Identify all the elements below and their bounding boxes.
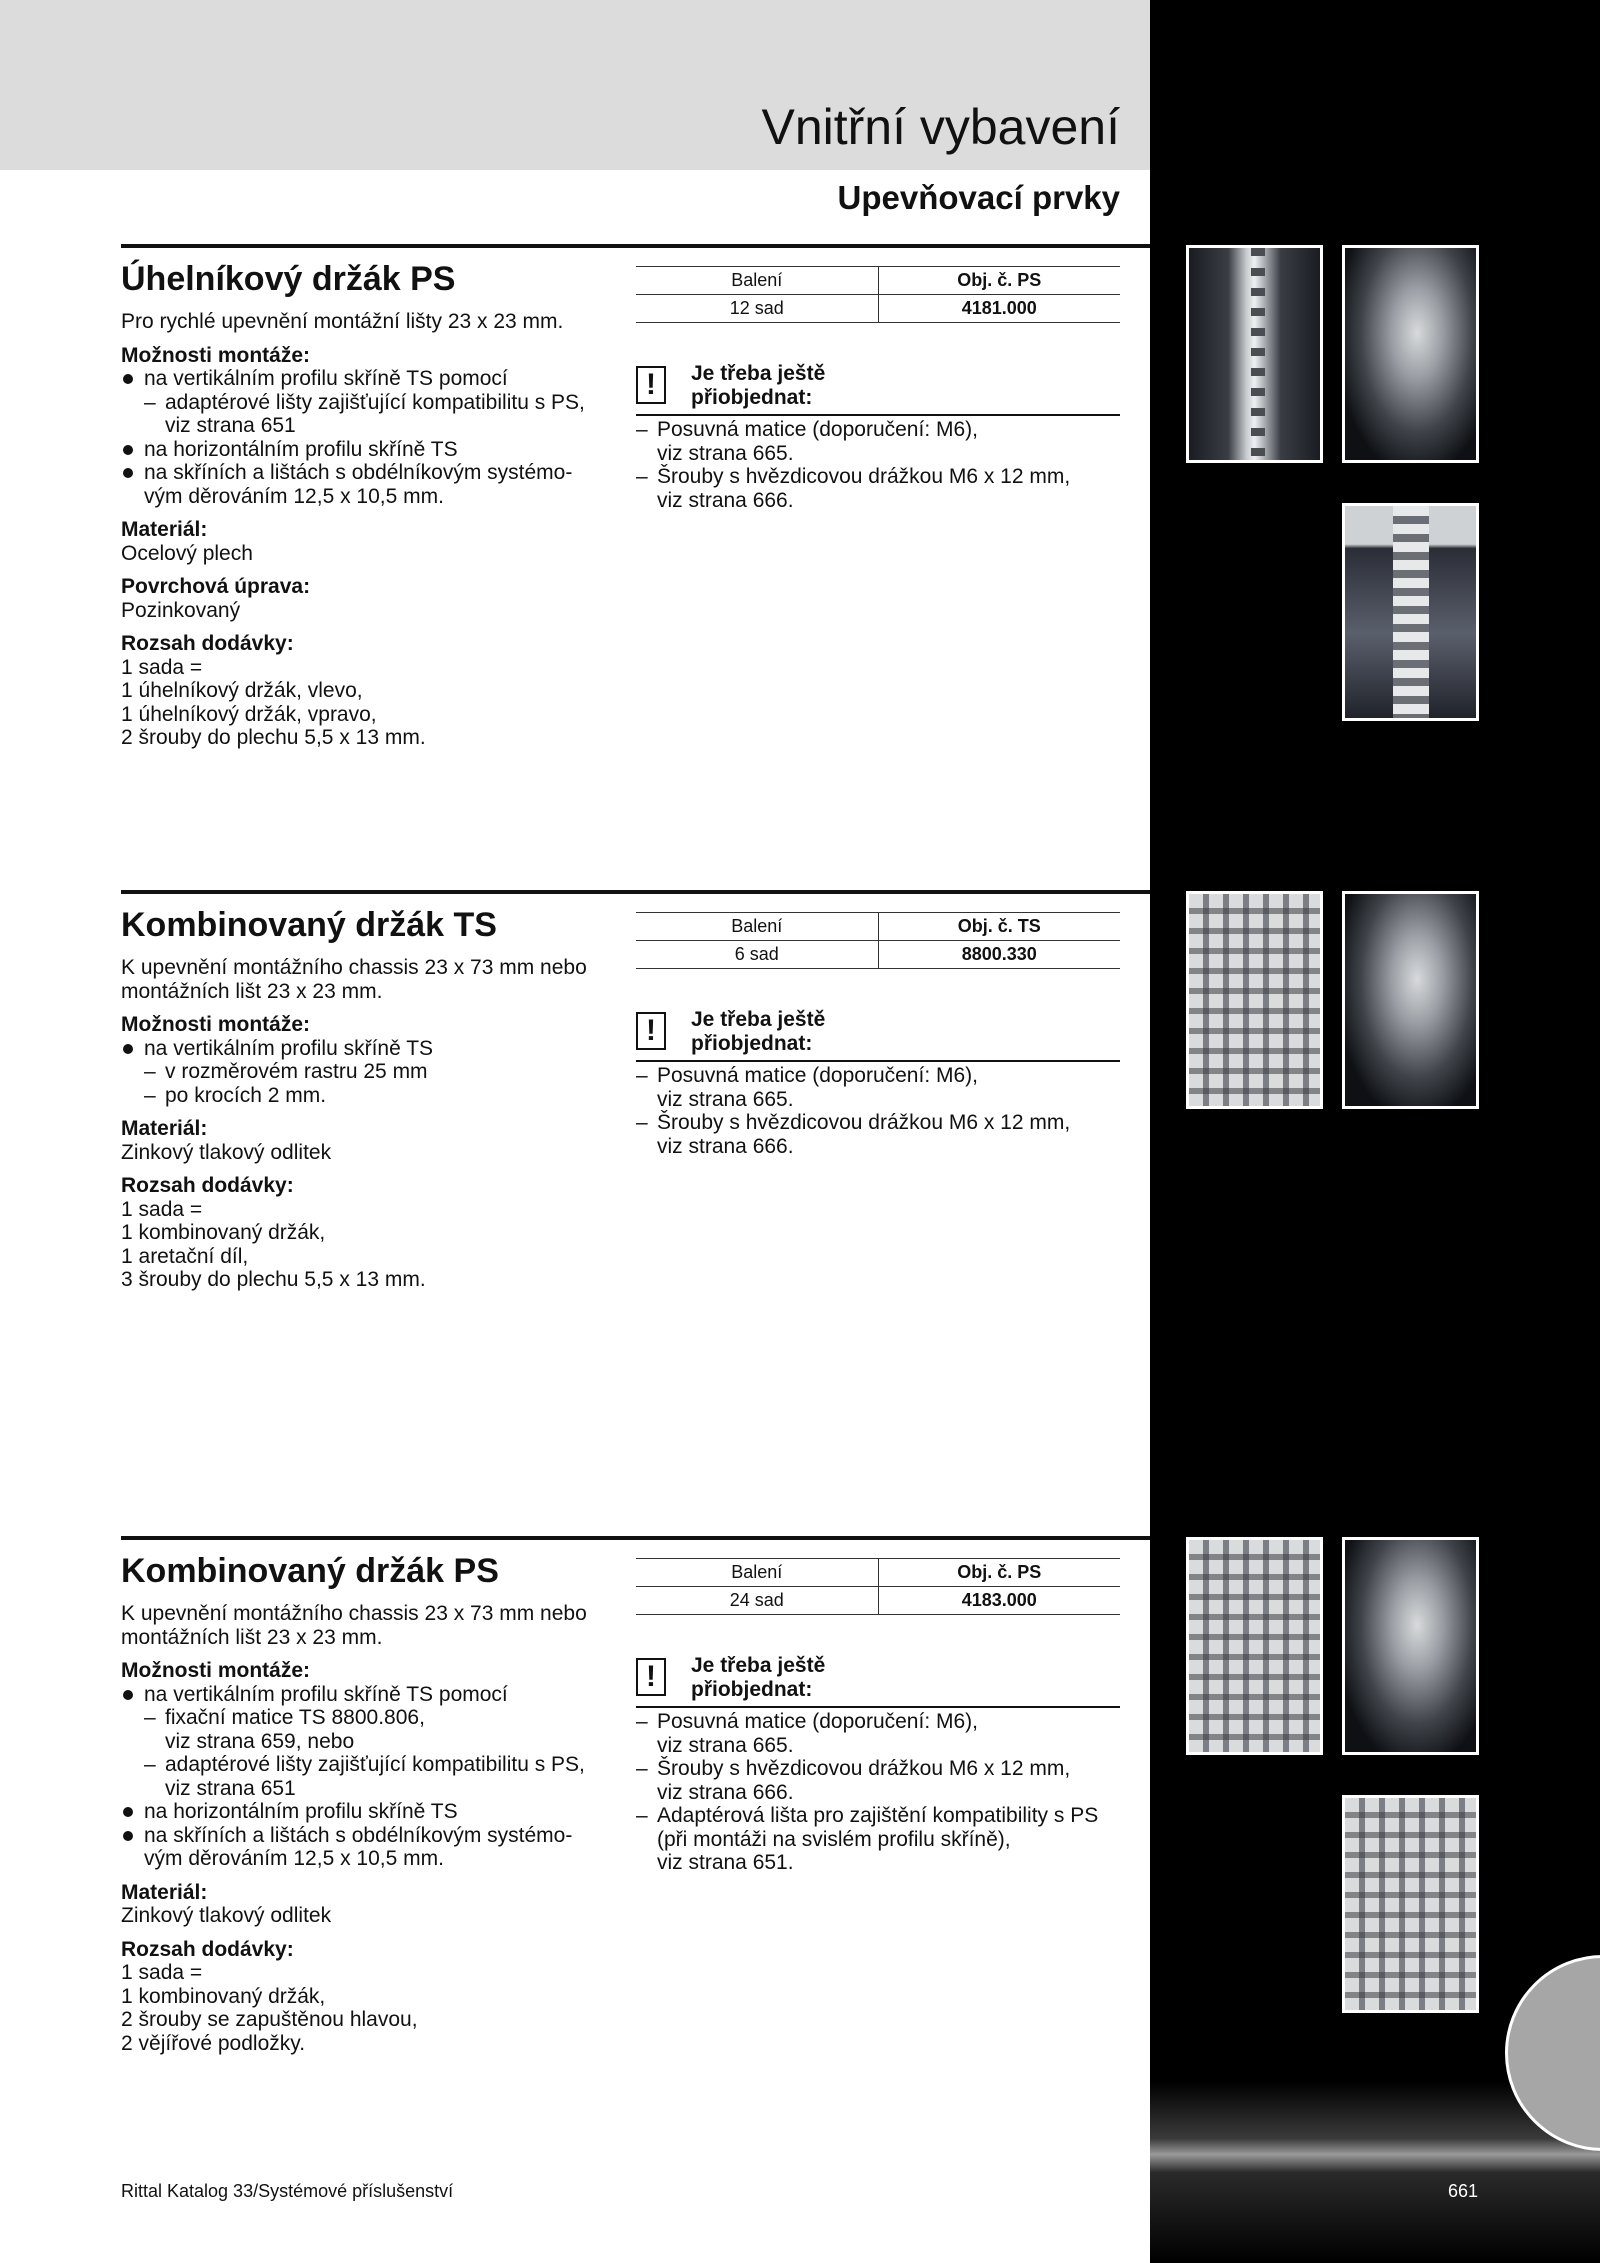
product-description: [121, 310, 621, 750]
product-photo: [1342, 1537, 1479, 1755]
order-table: [636, 266, 1120, 323]
mount-option: na vertikálním profilu skříně TS pomocí – fixační matice TS 8800.806, viz strana 659, nebo – adaptérové lišty zajišťující kompatibilitu s PS, viz strana 651: [121, 1683, 621, 1801]
packaging-value: 24 sad: [636, 1587, 878, 1615]
packaging-value: 6 sad: [636, 941, 878, 969]
scope-line: 1 sada =: [121, 1961, 203, 1984]
exclamation-icon: !: [636, 1012, 666, 1050]
note-list: [636, 418, 1120, 512]
product-photo: [1342, 1795, 1479, 2013]
col-header-order-no: Obj. č. TS: [878, 913, 1120, 941]
section-divider: [121, 244, 1150, 248]
col-header-order-no: Obj. č. PS: [878, 267, 1120, 295]
intro-line: Pro rychlé upevnění montážní lišty 23 x 23 mm.: [121, 310, 564, 333]
scope-line: 1 sada =: [121, 1197, 203, 1221]
scope-line: 2 vějířové podložky.: [121, 2031, 306, 2055]
note-item: – Posuvná matice (doporučení: M6), viz strana 665.: [636, 1064, 1120, 1111]
product-photo: [1186, 1537, 1323, 1755]
mount-option: na vertikálním profilu skříně TS pomocí – adaptérové lišty zajišťující kompatibilitu s PS, viz strana 651: [121, 367, 621, 438]
mount-option: na skříních a lištách s obdélníkovým systémo- vým děrováním 12,5 x 10,5 mm.: [121, 461, 621, 508]
mount-suboptions: [144, 1060, 621, 1107]
order-number: 4183.000: [878, 1587, 1120, 1615]
material-value: Zinkový tlakový odlitek: [121, 1140, 332, 1164]
product-photo: [1342, 245, 1479, 463]
scope-line: 1 úhelníkový držák, vlevo,: [121, 679, 363, 702]
mount-options-list: [121, 1683, 621, 1871]
col-header-packaging: Balení: [636, 1559, 878, 1587]
note-item: – Adaptérová lišta pro zajištění kompatibility s PS (při montáži na svislém profilu skříně), viz strana 651.: [636, 1804, 1120, 1875]
additional-order-note: [636, 1652, 1120, 1708]
mount-suboption: – v rozměrovém rastru 25 mm: [144, 1060, 621, 1084]
mount-suboption: – adaptérové lišty zajišťující kompatibilitu s PS, viz strana 651: [144, 1753, 621, 1800]
mount-suboption: – fixační matice TS 8800.806, viz strana 659, nebo: [144, 1706, 621, 1753]
mount-suboption: – adaptérové lišty zajišťující kompatibilitu s PS, viz strana 651: [144, 391, 621, 438]
additional-order-note: [636, 360, 1120, 416]
mount-option: na vertikálním profilu skříně TS – v rozměrovém rastru 25 mm – po krocích 2 mm.: [121, 1037, 621, 1108]
col-header-packaging: Balení: [636, 913, 878, 941]
section-divider: [121, 890, 1150, 894]
scope-label: Rozsah dodávky:: [121, 1937, 294, 1961]
note-item: – Šrouby s hvězdicovou drážkou M6 x 12 mm, viz strana 666.: [636, 465, 1120, 512]
product-description: [121, 956, 621, 1292]
order-number: 8800.330: [878, 941, 1120, 969]
product-title: Kombinovaný držák TS: [121, 906, 497, 944]
scope-line: 1 kombinovaný držák,: [121, 1984, 326, 2008]
page-subtitle: Upevňovací prvky: [837, 179, 1120, 216]
packaging-value: 12 sad: [636, 295, 878, 323]
scope-line: 1 úhelníkový držák, vpravo,: [121, 702, 377, 726]
note-item: – Posuvná matice (doporučení: M6), viz strana 665.: [636, 418, 1120, 465]
surface-label: Povrchová úprava:: [121, 575, 311, 598]
mount-options-list: [121, 1037, 621, 1108]
note-title: Je třeba ještě přiobjednat:: [691, 362, 826, 409]
scope-label: Rozsah dodávky:: [121, 632, 294, 655]
section-divider: [121, 1536, 1150, 1540]
page-number: 661: [1448, 2181, 1479, 2201]
scope-line: 3 šrouby do plechu 5,5 x 13 mm.: [121, 1268, 426, 1291]
material-label: Materiál:: [121, 518, 208, 541]
mount-label: Možnosti montáže:: [121, 343, 310, 367]
note-list: [636, 1064, 1120, 1158]
note-list: [636, 1710, 1120, 1875]
mount-option: na horizontálním profilu skříně TS: [121, 1800, 621, 1824]
mount-suboptions: [144, 391, 621, 438]
intro-line: K upevnění montážního chassis 23 x 73 mm nebo: [121, 1602, 587, 1625]
surface-value: Pozinkovaný: [121, 598, 241, 622]
product-photo: [1186, 245, 1323, 463]
product-photo: [1342, 891, 1479, 1109]
material-label: Materiál:: [121, 1880, 208, 1904]
product-description: [121, 1602, 621, 2055]
col-header-order-no: Obj. č. PS: [878, 1559, 1120, 1587]
note-title: Je třeba ještě přiobjednat:: [691, 1008, 826, 1055]
scope-line: 2 šrouby se zapuštěnou hlavou,: [121, 2008, 418, 2031]
scope-label: Rozsah dodávky:: [121, 1174, 294, 1197]
scope-line: 1 sada =: [121, 655, 203, 679]
material-value: Zinkový tlakový odlitek: [121, 1904, 332, 1927]
note-title: Je třeba ještě přiobjednat:: [691, 1654, 826, 1701]
intro-line: K upevnění montážního chassis 23 x 73 mm nebo: [121, 956, 587, 979]
note-item: – Šrouby s hvězdicovou drážkou M6 x 12 mm, viz strana 666.: [636, 1757, 1120, 1804]
page-title: Vnitřní vybavení: [761, 99, 1120, 155]
additional-order-note: [636, 1006, 1120, 1062]
product-title: Kombinovaný držák PS: [121, 1552, 499, 1590]
material-label: Materiál:: [121, 1117, 208, 1140]
scope-line: 2 šrouby do plechu 5,5 x 13 mm.: [121, 726, 426, 749]
order-table: [636, 1558, 1120, 1615]
scope-line: 1 kombinovaný držák,: [121, 1221, 326, 1244]
mount-option: na horizontálním profilu skříně TS: [121, 438, 621, 462]
intro-line: montážních lišt 23 x 23 mm.: [121, 1625, 383, 1649]
intro-line: montážních lišt 23 x 23 mm.: [121, 979, 383, 1003]
mount-options-list: [121, 367, 621, 508]
mount-option: na skříních a lištách s obdélníkovým systémo- vým děrováním 12,5 x 10,5 mm.: [121, 1824, 621, 1871]
mount-label: Možnosti montáže:: [121, 1659, 310, 1682]
note-item: – Posuvná matice (doporučení: M6), viz strana 665.: [636, 1710, 1120, 1757]
order-table: [636, 912, 1120, 969]
material-value: Ocelový plech: [121, 541, 253, 565]
note-item: – Šrouby s hvězdicovou drážkou M6 x 12 mm, viz strana 666.: [636, 1111, 1120, 1158]
exclamation-icon: !: [636, 366, 666, 404]
order-number: 4181.000: [878, 295, 1120, 323]
mount-label: Možnosti montáže:: [121, 1013, 310, 1036]
product-photo: [1342, 503, 1479, 721]
scope-line: 1 aretační díl,: [121, 1244, 249, 1268]
footer-catalog: Rittal Katalog 33/Systémové příslušenství: [121, 2181, 454, 2201]
exclamation-icon: !: [636, 1658, 666, 1696]
mount-suboptions: [144, 1706, 621, 1800]
mount-suboption: – po krocích 2 mm.: [144, 1084, 621, 1108]
col-header-packaging: Balení: [636, 267, 878, 295]
product-title: Úhelníkový držák PS: [121, 260, 456, 298]
product-photo: [1186, 891, 1323, 1109]
